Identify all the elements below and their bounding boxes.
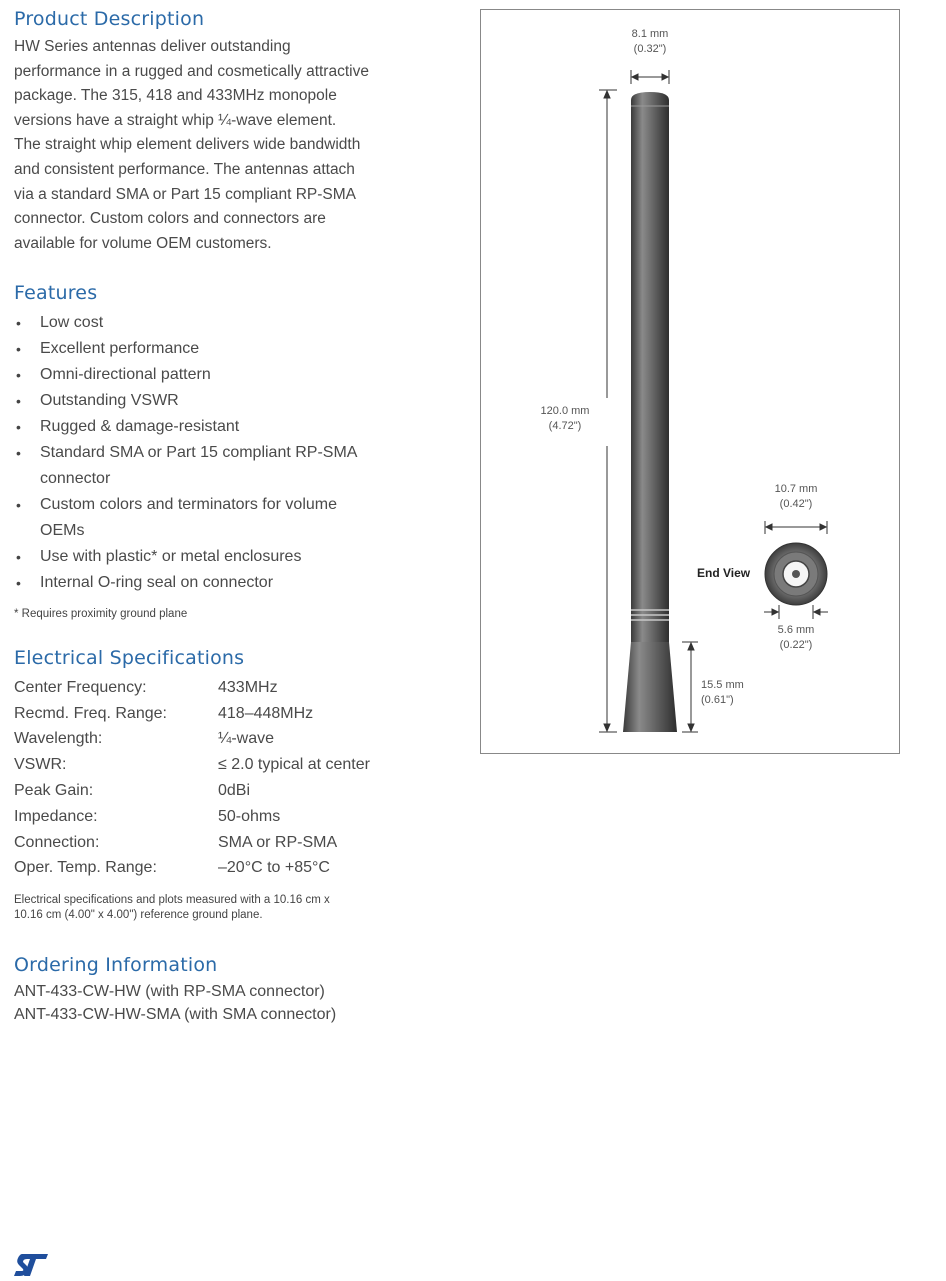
spec-row [14,752,370,778]
length-mm: 120.0 mm [540,405,590,417]
electrical-specifications-table [14,675,370,881]
feature-text: Standard SMA or Part 15 compliant RP-SMA [40,444,358,461]
feature-text: Rugged & damage-resistant [40,418,240,435]
feature-text: Omni-directional pattern [40,366,211,383]
feature-item [14,570,454,596]
product-description-line: HW Series antennas deliver outstanding [14,38,291,55]
features-list [14,310,454,596]
bullet-icon: • [16,419,21,435]
st-logo-icon [14,1254,48,1281]
end-inner-dimension-label [761,623,831,653]
product-description-line: versions have a straight whip ¼-wave element. [14,111,337,129]
product-description-text [14,35,454,256]
spec-label: Impedance: [14,807,98,825]
end-outer-in: (0.42") [779,498,813,510]
end-outer-mm: 10.7 mm [774,483,818,495]
product-description-heading: Product Description [14,8,205,30]
spec-row [14,804,370,830]
base-in: (0.61") [701,694,734,706]
spec-value: 50-ohms [218,807,281,825]
spec-label: Peak Gain: [14,782,94,800]
spec-label: Wavelength: [14,730,103,748]
bullet-icon: • [16,367,21,383]
end-inner-mm: 5.6 mm [777,624,815,636]
spec-label: Center Frequency: [14,678,147,696]
end-outer-dimension-label [761,482,831,512]
spec-label: Oper. Temp. Range: [14,859,157,877]
spec-value: 0dBi [218,782,251,800]
feature-text: Custom colors and terminators for volume [40,496,337,513]
width-dimension-lines [631,70,669,84]
spec-value: 418–448MHz [218,704,314,722]
feature-item [14,492,454,544]
end-inner-in: (0.22") [779,639,813,651]
product-description-line: connector. Custom colors and connectors are [14,210,326,228]
width-dimension-label [615,27,685,57]
antenna-dimension-figure [480,9,900,754]
bullet-icon: • [16,549,21,565]
product-description-line: The straight whip element delivers wide bandwidth [14,136,361,154]
spec-row [14,727,370,753]
antenna-body [623,92,677,732]
length-dimension-label [525,404,605,434]
bullet-icon: • [16,497,21,513]
product-description-line: available for volume OEM customers. [14,234,272,252]
feature-item [14,440,454,492]
feature-text: Use with plastic* or metal enclosures [40,548,302,565]
feature-text: connector [40,470,111,487]
bullet-icon: • [16,315,21,331]
spec-row [14,701,370,727]
spec-row [14,778,370,804]
ordering-item: ANT-433-CW-HW (with RP-SMA connector) [14,983,325,1000]
feature-text: Internal O-ring seal on connector [40,574,274,591]
features-heading: Features [14,282,98,304]
width-mm: 8.1 mm [631,28,669,40]
feature-item [14,414,454,440]
ordering-item: ANT-433-CW-HW-SMA (with SMA connector) [14,1006,337,1023]
spec-value: ≤ 2.0 typical at center [218,756,370,774]
spec-row [14,856,370,882]
base-dimension-label [701,678,765,708]
spec-value: ¼-wave [218,730,275,748]
electrical-specifications-heading: Electrical Specifications [14,647,245,669]
base-dimension-lines [682,642,698,732]
product-description-line: package. The 315, 418 and 433MHz monopole [14,87,337,105]
end-view-label: End View [697,566,751,580]
feature-text: Low cost [40,314,104,331]
feature-item [14,336,454,362]
ordering-list [14,980,336,1026]
feature-item [14,388,454,414]
spec-label: VSWR: [14,756,67,774]
electrical-note [14,893,330,923]
electrical-note-line: 10.16 cm (4.00" x 4.00") reference ground plane. [14,909,263,921]
feature-text: OEMs [40,522,85,539]
feature-text: Excellent performance [40,340,200,357]
feature-item [14,310,454,336]
spec-row [14,675,370,701]
bullet-icon: • [16,445,21,461]
feature-item [14,362,454,388]
ordering-information-heading: Ordering Information [14,954,218,976]
antenna-drawing [481,10,899,753]
feature-text: Outstanding VSWR [40,392,179,409]
bullet-icon: • [16,393,21,409]
width-in: (0.32") [633,43,667,55]
product-description-line: and consistent performance. The antennas attach [14,160,355,178]
spec-row [14,830,370,856]
spec-value: –20°C to +85°C [218,859,330,877]
feature-item [14,544,454,570]
spec-label: Recmd. Freq. Range: [14,704,167,722]
spec-label: Connection: [14,833,100,851]
length-in: (4.72") [548,420,582,432]
spec-value: 433MHz [218,678,278,696]
electrical-note-line: Electrical specifications and plots measured with a 10.16 cm x [14,894,330,906]
product-description-line: via a standard SMA or Part 15 compliant RP-SMA [14,185,357,203]
st-logo-graphic [14,1254,48,1276]
base-mm: 15.5 mm [701,679,744,691]
end-view-connector [765,543,827,605]
product-description-line: performance in a rugged and cosmetically attractive [14,62,369,80]
bullet-icon: • [16,575,21,591]
bullet-icon: • [16,341,21,357]
features-note: * Requires proximity ground plane [14,608,188,620]
spec-value: SMA or RP-SMA [218,833,338,851]
